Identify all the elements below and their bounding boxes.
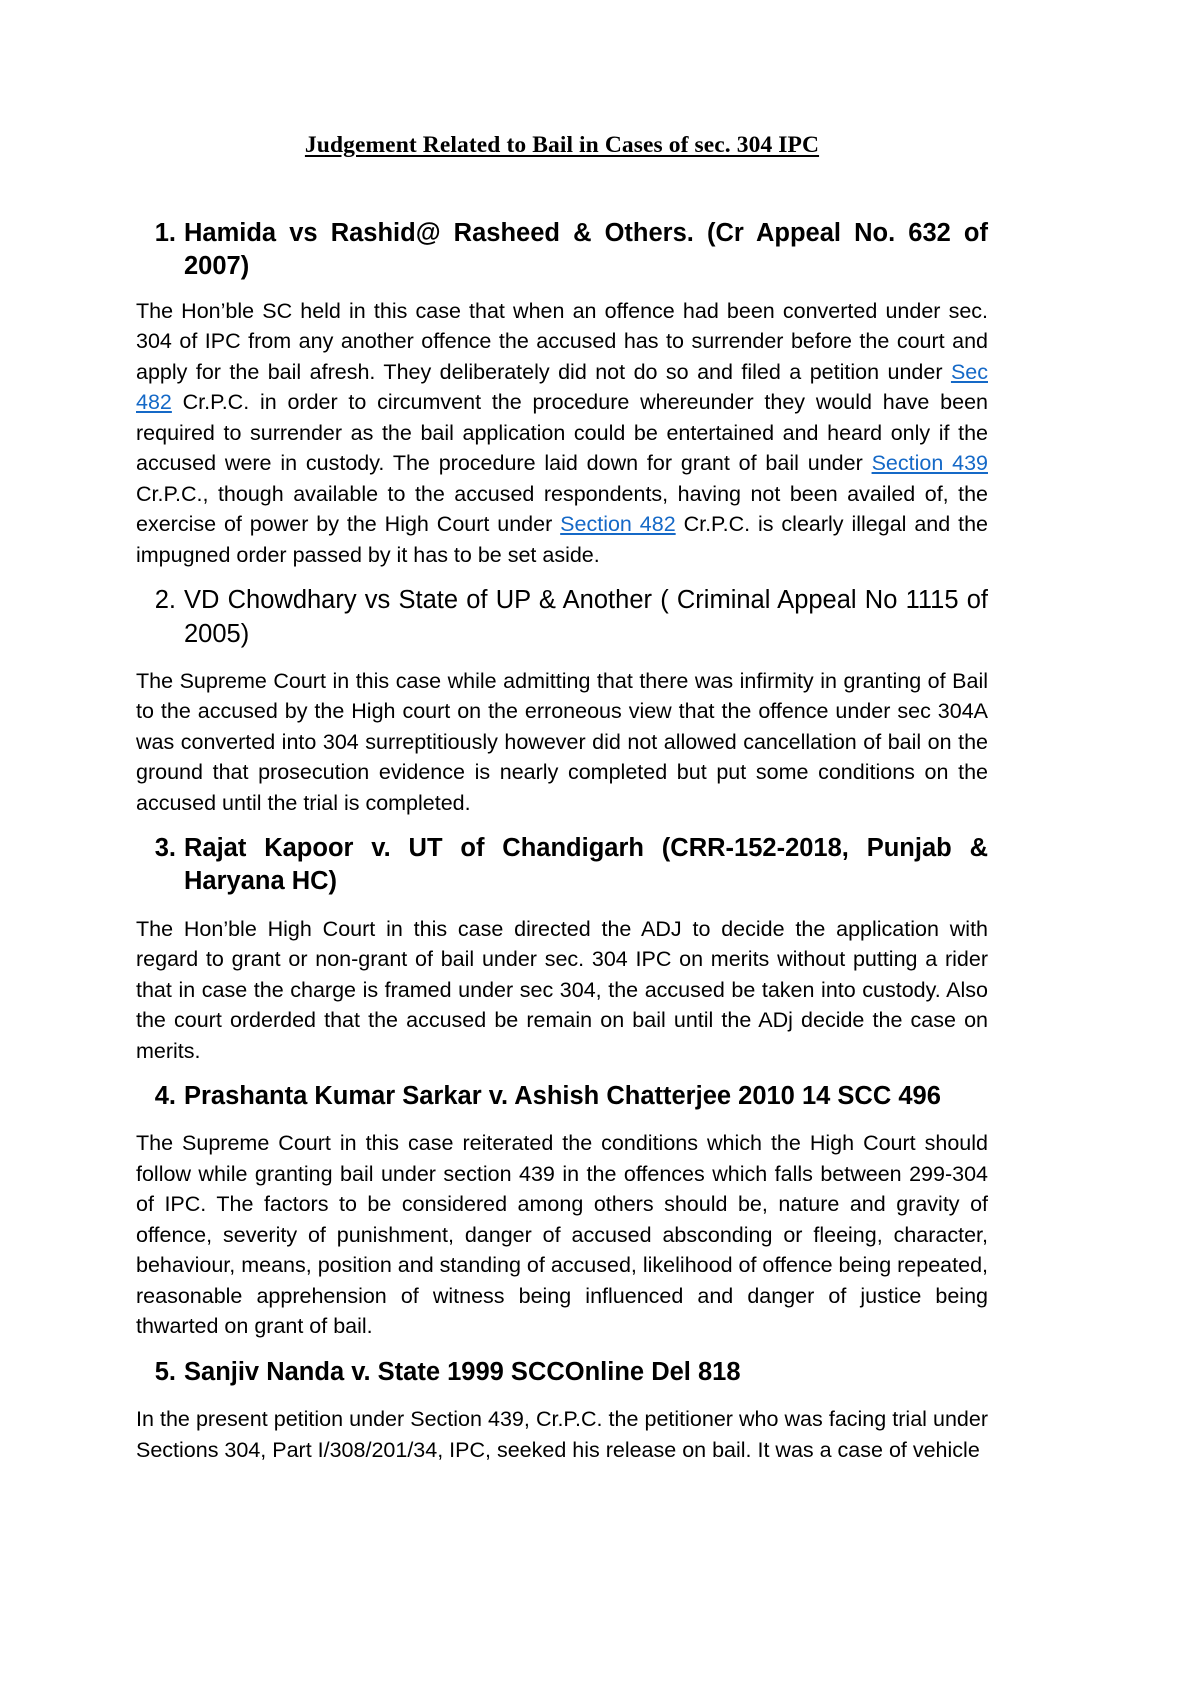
case-paragraph-3: The Hon’ble High Court in this case directed the ADJ to decide the application with regard to grant or non-grant of bail under sec. 304 IPC on merits without putting a rider that in case the charge is framed under sec 304, the accused be taken into custody. Also the court orderded that the accused be remain on bail until the ADj decide the case on merits. xyxy=(136,916,988,1063)
case-paragraph-5: In the present petition under Section 439, Cr.P.C. the petitioner who was facing trial under Sections 304, Part I/308/201/34, IPC, seeked his release on bail. It was a case of vehicle xyxy=(136,1407,988,1462)
list-item xyxy=(136,1080,988,1342)
case-paragraph-4: The Supreme Court in this case reiterated the conditions which the High Court should follow while granting bail under section 439 in the offences which falls between 299-304 of IPC. The factors to be considered among others should be, nature and gravity of offence, severity of punishment, danger of accused absconding or fleeing, character, behaviour, means, position and standing of accused, likelihood of offence being repeated, reasonable apprehension of witness being influenced and danger of justice being thwarted on grant of bail. xyxy=(136,1131,988,1339)
paragraph-text: Cr.P.C. in order to circumvent the procedure whereunder they would have been required to surrender as the bail application could be entertained and heard only if the accused were in custody. The procedure laid down for grant of bail under xyxy=(136,390,988,476)
case-paragraph-2: The Supreme Court in this case while admitting that there was infirmity in granting of Bail to the accused by the High court on the erroneous view that the offence under sec 304A was converted into 304 surreptitiously however did not allowed cancellation of bail on the ground that prosecution evidence is nearly completed but put some conditions on the accused until the trial is completed. xyxy=(136,668,988,815)
list-item xyxy=(136,584,988,818)
case-number-1: 1. xyxy=(154,218,176,247)
case-heading-3 xyxy=(136,832,988,898)
link-sec-482-a[interactable]: Sec 482 xyxy=(136,359,988,415)
link-section-439[interactable]: Section 439 xyxy=(871,451,988,476)
case-list xyxy=(136,217,988,1466)
case-number-5: 5. xyxy=(154,1357,176,1386)
paragraph-text: Cr.P.C., though available to the accused respondents, having not been availed of, the exercise of power by the High Court under xyxy=(136,481,988,537)
case-number-2: 2. xyxy=(154,586,176,615)
case-number-3: 3. xyxy=(154,834,176,863)
case-heading-text-4: Prashanta Kumar Sarkar v. Ashish Chatterjee 2010 14 SCC 496 xyxy=(184,1082,941,1111)
case-heading-2 xyxy=(136,584,988,650)
paragraph-text: The Hon’ble SC held in this case that when an offence had been converted under sec. 304 of IPC from any another offence the accused has to surrender before the court and apply for the bail afresh. They deliberately did not do so and filed a petition under xyxy=(136,298,988,384)
case-heading-text-1: Hamida vs Rashid@ Rasheed & Others. (Cr Appeal No. 632 of 2007) xyxy=(184,218,988,280)
case-heading-text-3: Rajat Kapoor v. UT of Chandigarh (CRR-152-2018, Punjab & Haryana HC) xyxy=(184,834,988,896)
title-spacer xyxy=(136,161,988,217)
list-item xyxy=(136,217,988,571)
case-heading-5 xyxy=(136,1356,988,1389)
case-heading-4 xyxy=(136,1080,988,1113)
list-item xyxy=(136,1356,988,1465)
page-title: Judgement Related to Bail in Cases of sec. 304 IPC xyxy=(304,132,820,158)
link-section-482-b[interactable]: Section 482 xyxy=(560,512,676,537)
list-item xyxy=(136,832,988,1066)
case-heading-text-5: Sanjiv Nanda v. State 1999 SCCOnline Del 818 xyxy=(184,1357,741,1386)
case-heading-1 xyxy=(136,217,988,283)
case-number-4: 4. xyxy=(154,1082,176,1111)
paragraph-text: Cr.P.C. is clearly illegal and the impugned order passed by it has to be set aside. xyxy=(136,512,989,567)
document-body xyxy=(136,130,988,1479)
case-paragraph-1 xyxy=(136,296,988,571)
case-heading-text-2: VD Chowdhary vs State of UP & Another ( Criminal Appeal No 1115 of 2005) xyxy=(184,586,988,648)
